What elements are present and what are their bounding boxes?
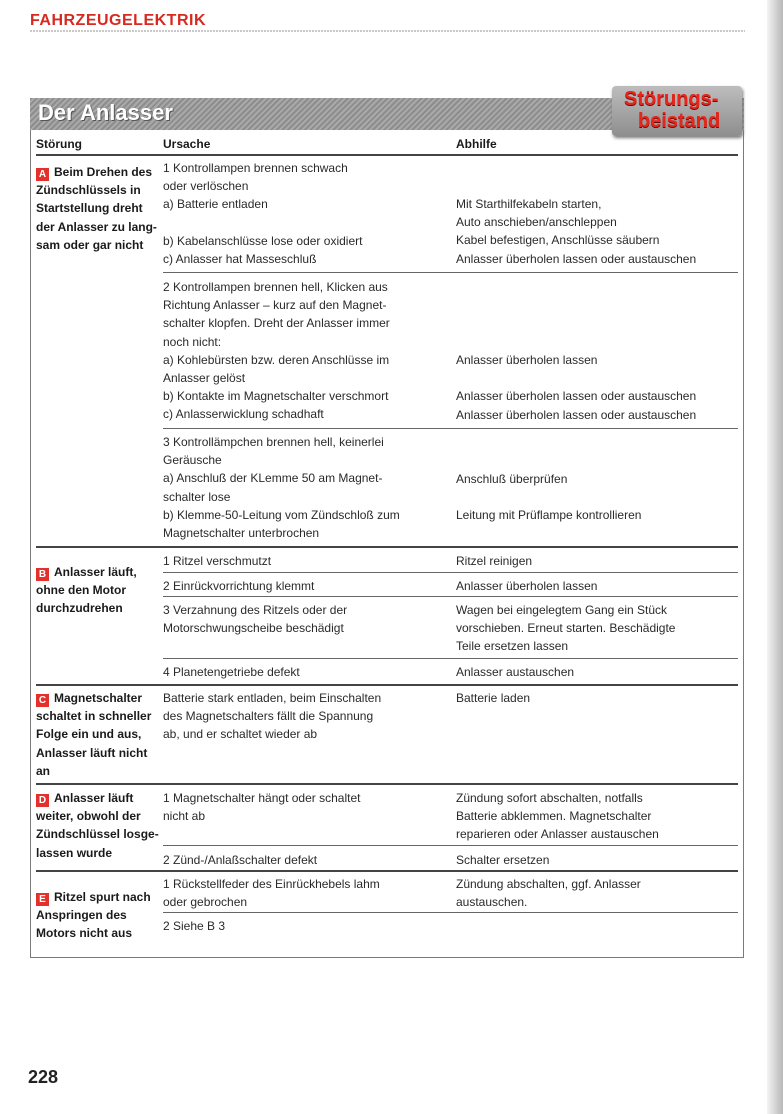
fault-a-line: Startstellung dreht	[36, 201, 143, 216]
fault-c	[36, 689, 151, 780]
page-number: 228	[28, 1067, 59, 1087]
row-rule	[163, 658, 738, 659]
fault-a-line: der Anlasser zu lang-	[36, 219, 157, 234]
fault-d	[36, 789, 159, 862]
row-rule	[163, 272, 738, 273]
cause-block: 2 Einrückvorrichtung klemmt	[163, 579, 315, 593]
badge-line-1: Störungs-	[624, 88, 719, 110]
column-header-abhilfe: Abhilfe	[456, 137, 497, 151]
cause-block: 1 Rückstellfeder des Einrückhebels lahm oder gebrochen	[163, 877, 380, 910]
cause-block: 3 Verzahnung des Ritzels oder der Motorschwungscheibe beschädigt	[163, 603, 348, 636]
fault-c-line: Anlasser läuft nicht	[36, 745, 148, 760]
fault-c-line: C Magnetschalter	[36, 689, 151, 707]
row-rule	[163, 572, 738, 573]
row-rule	[163, 596, 738, 597]
running-head: FAHRZEUGELEKTRIK	[30, 12, 206, 29]
group-rule	[36, 783, 738, 785]
fault-d-line: weiter, obwohl der	[36, 809, 141, 824]
fault-a-line: sam oder gar nicht	[36, 237, 144, 252]
group-rule	[36, 684, 738, 686]
column-header-ursache: Ursache	[163, 137, 211, 151]
fault-e-line: Motors nicht aus	[36, 926, 133, 941]
section-title: Der Anlasser	[38, 100, 173, 125]
badge-line-2: beistand	[638, 110, 721, 132]
cause-block: 3 Kontrollämpchen brennen hell, keinerlei Geräusche a) Anschluß der KLemme 50 am Magnet- schalter lose b) Klemme-50-Leitung vom Zündschloß zum Magnetschalter unterbrochen	[163, 435, 400, 541]
remedy-block: Batterie laden	[456, 691, 531, 705]
cause-block: 2 Kontrollampen brennen hell, Klicken aus Richtung Anlasser – kurz auf den Magnet- schalter klopfen. Dreht der Anlasser immer noch nicht: a) Kohlebürsten bzw. deren Anschlüsse im Anlasser gelöst b) Kontakte im Magnetschalter verschmort c) Anlasserwicklung schadhaft	[163, 280, 390, 422]
fault-a-line: A Beim Drehen des	[36, 163, 157, 181]
remedy-block: Anlasser austauschen	[456, 665, 575, 679]
cause-block: 1 Ritzel verschmutzt	[163, 554, 272, 568]
fault-b-line: ohne den Motor	[36, 583, 126, 598]
remedy-block: Anschluß überprüfen Leitung mit Prüflampe kontrollieren	[456, 472, 642, 523]
fault-d-line: lassen wurde	[36, 845, 113, 860]
fault-b-letter-icon: B	[36, 568, 49, 581]
remedy-block: Wagen bei eingelegtem Gang ein Stück vorschieben. Erneut starten. Beschädigte Teile ersetzen lassen	[456, 603, 676, 654]
row-rule	[163, 428, 738, 429]
page-edge-shadow	[767, 0, 783, 1114]
remedy-block: Zündung sofort abschalten, notfalls Batterie abklemmen. Magnetschalter reparieren oder Anlasser austauschen	[456, 791, 659, 842]
fault-c-line: Folge ein und aus,	[36, 727, 142, 742]
remedy-block: Mit Starthilfekabeln starten, Auto anschieben/anschleppen Kabel befestigen, Anschlüsse säubern Anlasser überholen lassen oder austauschen	[456, 197, 697, 266]
remedy-block: Schalter ersetzen	[456, 853, 550, 867]
fault-d-letter-icon: D	[36, 794, 49, 807]
remedy-block: Ritzel reinigen	[456, 554, 533, 568]
fault-a	[36, 163, 157, 254]
fault-a-line: Zündschlüssels in	[36, 183, 141, 198]
fault-c-line: an	[36, 763, 51, 778]
cause-block: 2 Siehe B 3	[163, 919, 226, 933]
group-rule	[36, 546, 738, 548]
fault-b-line: B Anlasser läuft,	[36, 563, 137, 581]
remedy-block: Zündung abschalten, ggf. Anlasser austauschen.	[456, 877, 641, 910]
column-header-stoerung: Störung	[36, 137, 82, 151]
row-rule	[163, 912, 738, 913]
fault-e-letter-icon: E	[36, 893, 49, 906]
fault-a-letter-icon: A	[36, 168, 49, 181]
remedy-block: Anlasser überholen lassen	[456, 579, 598, 593]
fault-d-line: D Anlasser läuft	[36, 789, 159, 807]
cause-block: 4 Planetengetriebe defekt	[163, 665, 300, 679]
row-rule	[163, 845, 738, 846]
fault-e-line: Anspringen des	[36, 908, 127, 923]
fault-c-line: schaltet in schneller	[36, 709, 152, 724]
fault-d-line: Zündschlüssel losge-	[36, 827, 159, 842]
cause-block: 2 Zünd-/Anlaßschalter defekt	[163, 853, 318, 867]
fault-b-line: durchzudrehen	[36, 601, 123, 616]
fault-b	[36, 563, 137, 618]
header-rule	[36, 154, 738, 156]
fault-e	[36, 888, 151, 943]
cause-block: 1 Kontrollampen brennen schwach oder verlöschen a) Batterie entladen b) Kabelanschlüsse lose oder oxidiert c) Anlasser hat Masseschluß	[163, 161, 363, 267]
group-rule	[36, 870, 738, 872]
cause-block: 1 Magnetschalter hängt oder schaltet nicht ab	[163, 791, 361, 824]
running-head-rule	[30, 30, 745, 32]
fault-c-letter-icon: C	[36, 694, 49, 707]
cause-block: Batterie stark entladen, beim Einschalten des Magnetschalters fällt die Spannung ab, und er schaltet wieder ab	[163, 691, 382, 742]
fault-e-line: E Ritzel spurt nach	[36, 888, 151, 906]
remedy-block: Anlasser überholen lassen Anlasser überholen lassen oder austauschen Anlasser überholen lassen oder austauschen	[456, 353, 697, 422]
